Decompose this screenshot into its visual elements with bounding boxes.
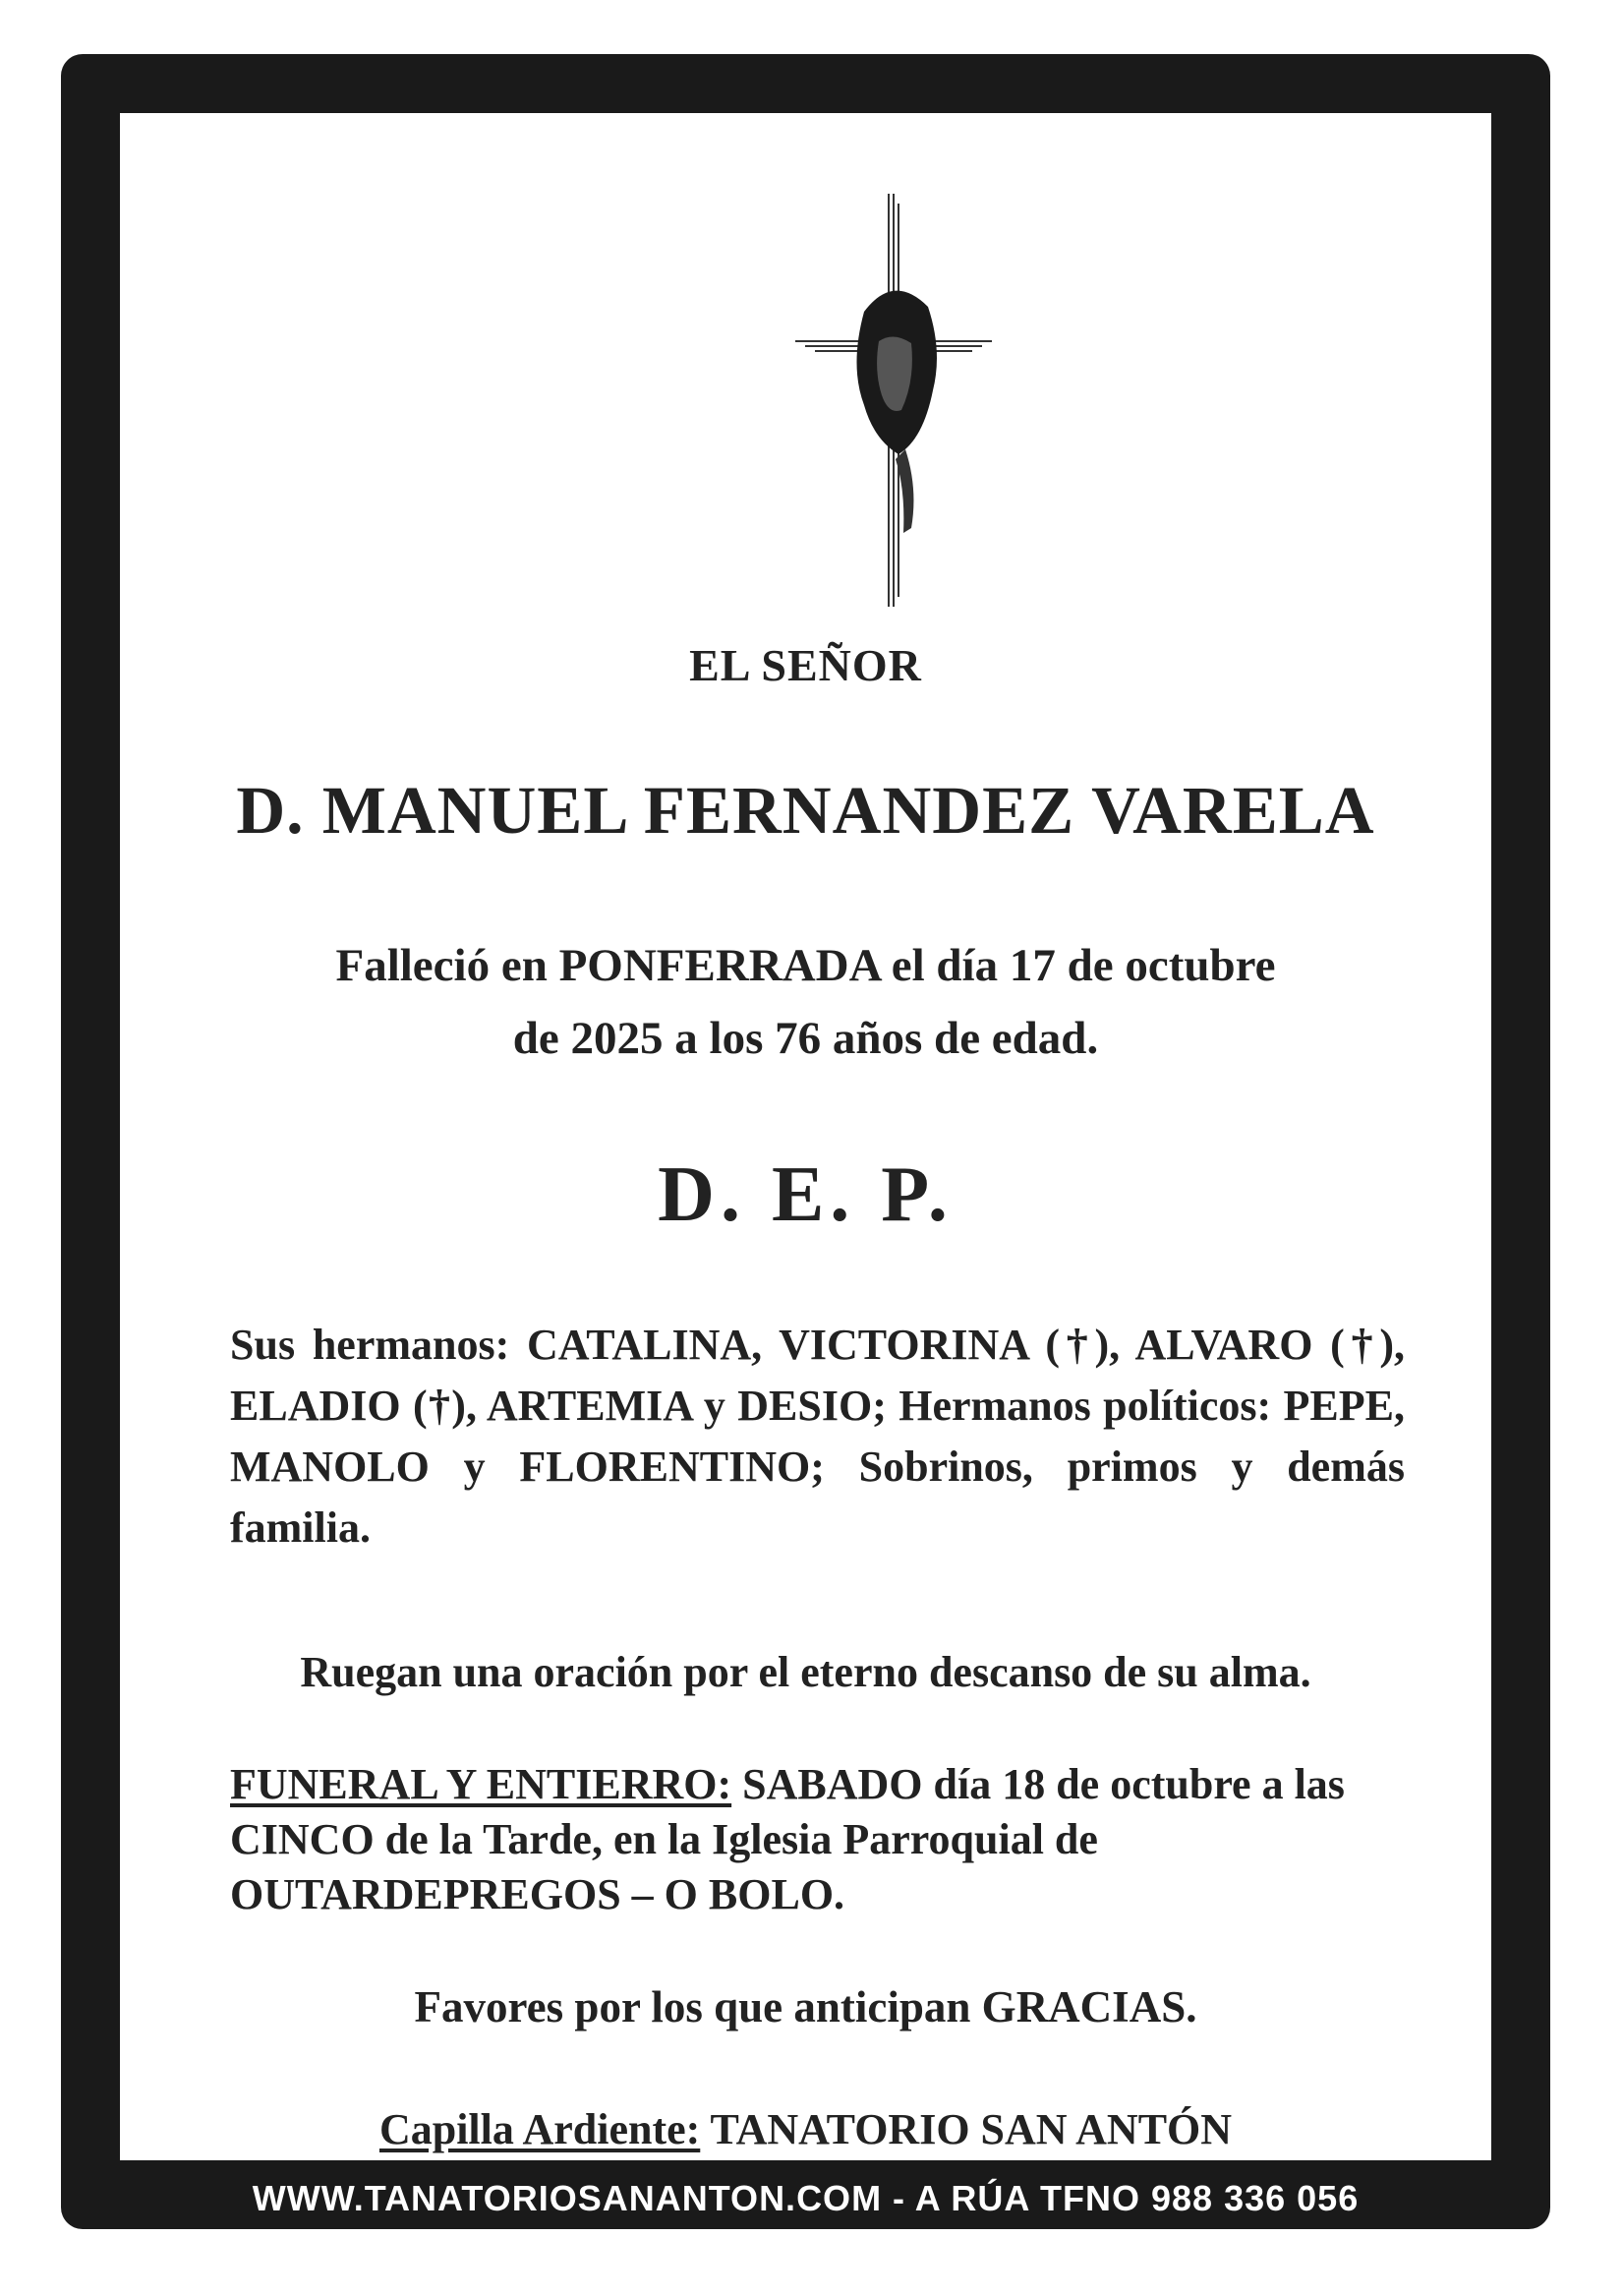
- death-details: [120, 929, 1491, 1075]
- relatives-paragraph: Sus hermanos: CATALINA, VICTORINA (†), ALVARO (†), ELADIO (†), ARTEMIA y DESIO; Hermanos políticos: PEPE, MANOLO y FLORENTINO; Sobrinos, primos y demás familia.: [230, 1321, 1405, 1552]
- mourning-border: [61, 54, 1550, 2229]
- deceased-name: D. MANUEL FERNANDEZ VARELA: [236, 773, 1375, 848]
- heading: EL SEÑOR: [689, 640, 922, 690]
- death-line-1: Falleció en PONFERRADA el día 17 de octubre: [335, 940, 1276, 991]
- prayer-request: Ruegan una oración por el eterno descanso de su alma.: [300, 1648, 1311, 1696]
- chapel-line: [120, 2104, 1491, 2154]
- funeral-label: FUNERAL Y ENTIERRO:: [230, 1760, 732, 1808]
- thanks-line: Favores por los que anticipan GRACIAS.: [414, 1982, 1197, 2031]
- footer-contact: WWW.TANATORIOSANANTON.COM - A RÚA TFNO 988 336 056: [252, 2178, 1360, 2218]
- funeral-details: SABADO día 18 de octubre a las CINCO de la Tarde, en la Iglesia Parroquial de OUTARDEPREGOS – O BOLO.: [230, 1760, 1345, 1918]
- chapel-label: Capilla Ardiente:: [378, 2105, 701, 2153]
- notice-page: [120, 113, 1491, 2160]
- crucifix-icon: [795, 194, 992, 607]
- chapel-location: TANATORIO SAN ANTÓN: [710, 2105, 1233, 2153]
- death-line-2: de 2025 a los 76 años de edad.: [512, 1013, 1099, 1064]
- funeral-paragraph: [230, 1757, 1420, 1922]
- rip-abbreviation: D. E. P.: [658, 1151, 954, 1238]
